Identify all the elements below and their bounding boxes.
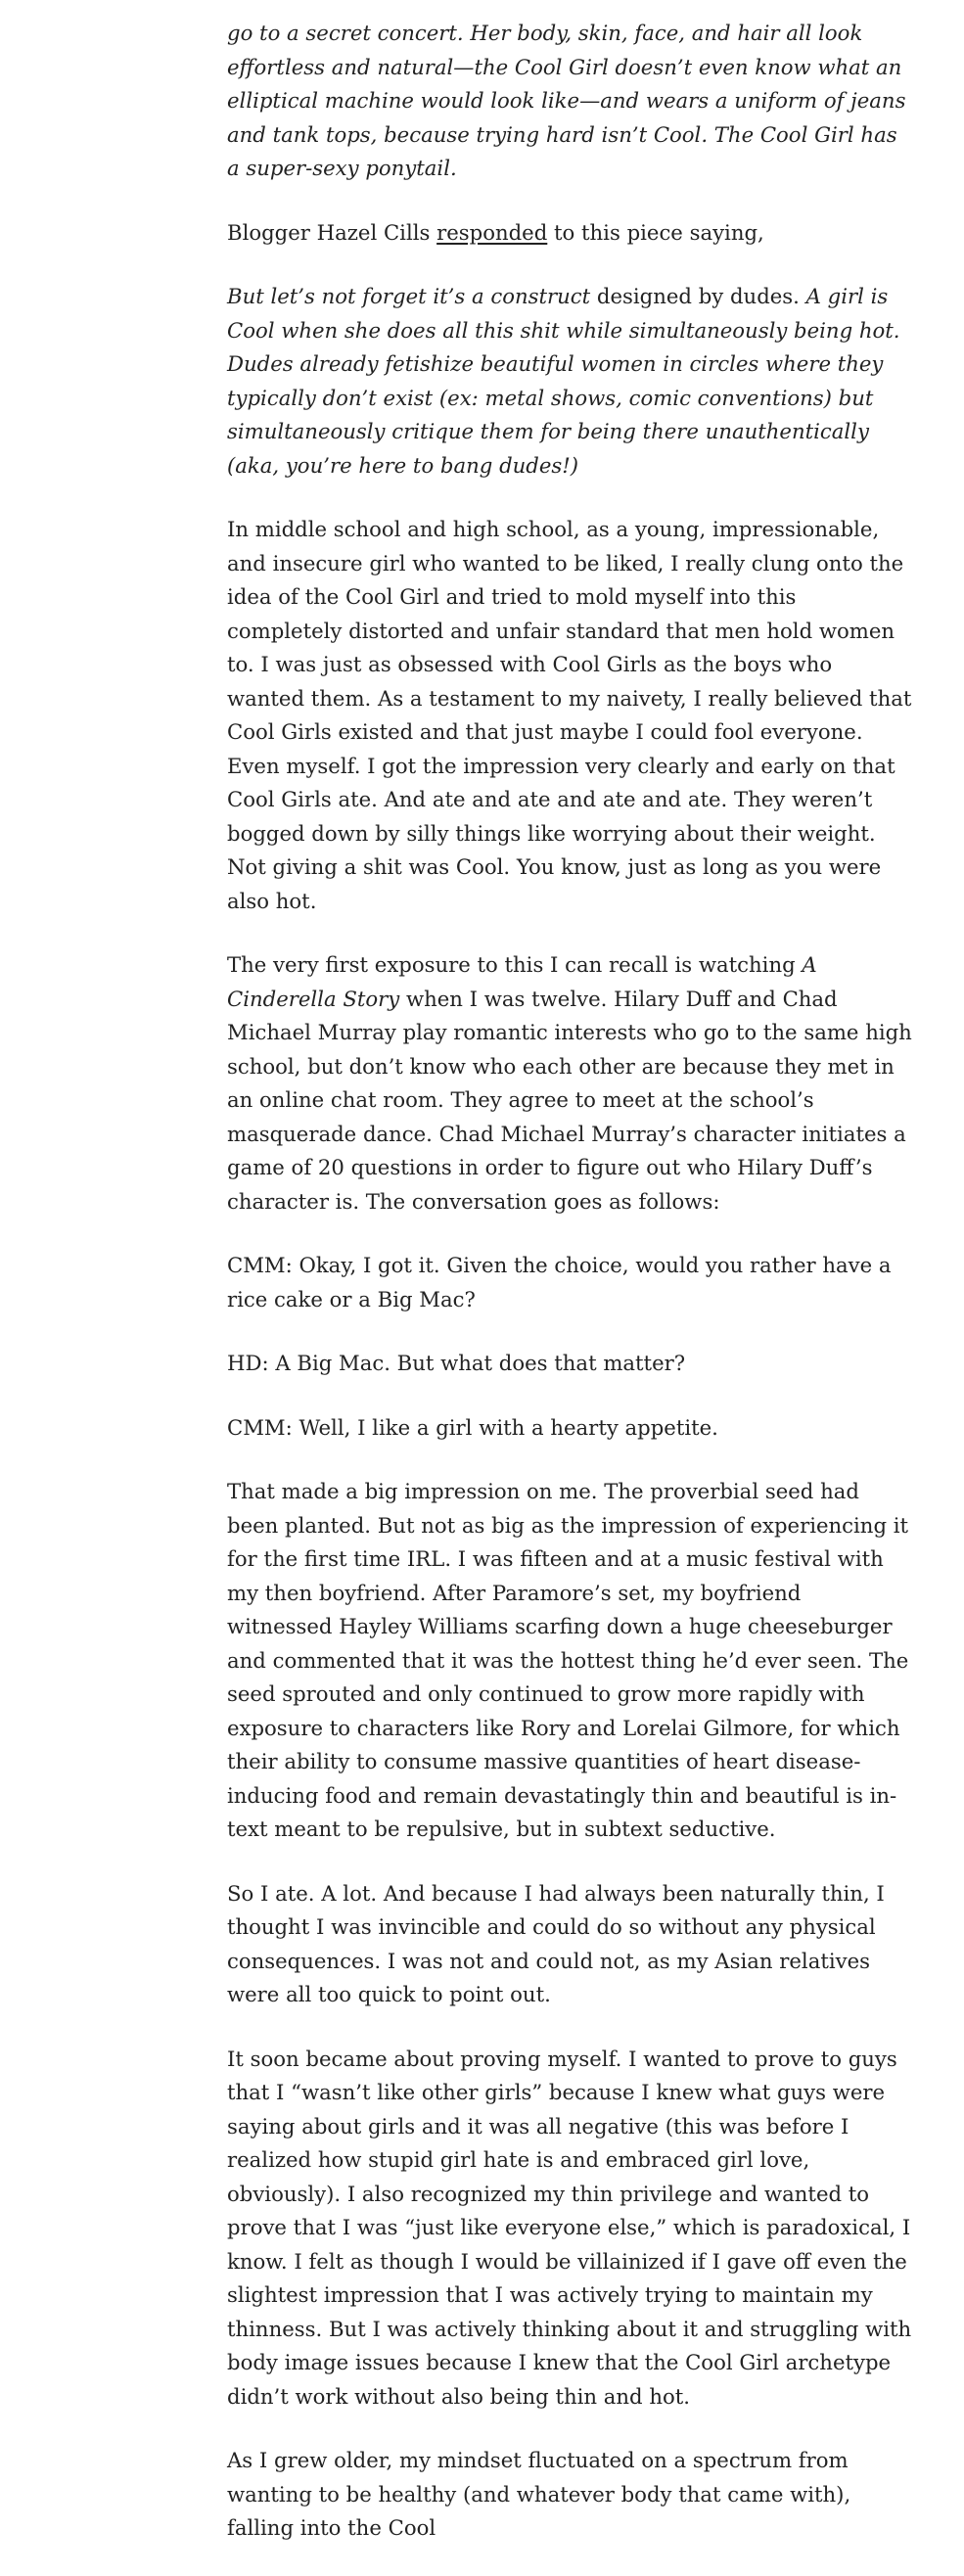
paragraph-text: The very first exposure to this I can recall is watching — [227, 952, 803, 977]
quote-text: go to a secret concert. Her body, skin, face, and hair all look effortless and natural—the Cool Girl doesn’t even know what an elliptical machine would look like—and wears a uniform of jeans and tank tops, because trying hard isn’t Cool. The Cool Girl has a super-sexy ponytail. — [227, 21, 906, 180]
dialogue-line-hd: HD: A Big Mac. But what does that matter? — [227, 1351, 686, 1375]
movie-title: A Cinderella Story — [227, 952, 817, 1011]
dialogue-line-cmm-1: CMM: Okay, I got it. Given the choice, would you rather have a rice cake or a Big Mac? — [227, 1253, 892, 1311]
paragraph-grew-older: As I grew older, my mindset fluctuated on a spectrum from wanting to be healthy (and whatever body that came with), falling into the Cool — [227, 2448, 851, 2540]
blockquote-hazel-cills — [227, 280, 912, 483]
paragraph-impression: That made a big impression on me. The proverbial seed had been planted. But not as big as the impression of experiencing it for the first time IRL. I was fifteen and at a music festival with my then boyfriend. After Paramore’s set, my boyfriend witnessed Hayley Williams scarfing down a huge cheeseburger and commented that it was the hottest thing he’d ever seen. The seed sprouted and only continued to grow more rapidly with exposure to characters like Rory and Lorelai Gilmore, for which their ability to consume massive quantities of heart disease-inducing food and remain devastatingly thin and beautiful is in-text meant to be repulsive, but in subtext seductive. — [227, 1479, 909, 1841]
quote-italic-text: A girl is Cool when she does all this shit while simultaneously being hot. Dudes already fetishize beautiful women in circles where they typically don’t exist (ex: metal shows, comic conventions) but simultaneously critique them for being there unauthentically (aka, you’re here to bang dudes!) — [227, 284, 900, 478]
quote-paragraph-continued — [227, 17, 912, 186]
dialogue-line-cmm-2: CMM: Well, I like a girl with a hearty appetite. — [227, 1414, 718, 1440]
paragraph-text: to this piece saying, — [547, 219, 764, 245]
paragraph-cinderella-story — [227, 948, 912, 1219]
quote-italic-text: But let’s not forget it’s a construct — [227, 284, 591, 308]
paragraph-proving-myself: It soon became about proving myself. I wanted to prove to guys that I “wasn’t like other girls” because I knew what guys were saying about girls and it was all negative (this was before I realized how stupid girl hate is and embraced girl love, obviously). I also recognized my thin privilege and wanted to prove that I was “just like everyone else,” which is paradoxical, I know. I felt as though I would be villainized if I gave off even the slightest impression that I was actively trying to maintain my thinness. But I was actively thinking about it and struggling with body image issues because I knew that the Cool Girl archetype didn’t work without also being thin and hot. — [227, 2046, 912, 2409]
article-body — [227, 0, 912, 2576]
paragraph-blogger-response — [227, 216, 912, 251]
quote-plain-text: designed by dudes. — [590, 284, 806, 308]
responded-link[interactable]: responded — [436, 219, 548, 245]
paragraph-text: Blogger Hazel Cills — [227, 219, 437, 245]
paragraph-middle-school: In middle school and high school, as a young, impressionable, and insecure girl who wanted to be liked, I really clung onto the idea of the Cool Girl and tried to mold myself into this completely distorted and unfair standard that men hold women to. I was just as obsessed with Cool Girls as the boys who wanted them. As a testament to my naivety, I really believed that Cool Girls existed and that just maybe I could fool everyone. Even myself. I got the impression very clearly and early on that Cool Girls ate. And ate and ate and ate and ate. They weren’t bogged down by silly things like worrying about their weight. Not giving a shit was Cool. You know, just as long as you were also hot. — [227, 517, 912, 913]
paragraph-text: when I was twelve. Hilary Duff and Chad Michael Murray play romantic interests who go to the same high school, but don’t know who each other are because they met in an online chat room. They agree to meet at the school’s masquerade dance. Chad Michael Murray’s character initiates a game of 20 questions in order to figure out who Hilary Duff’s character is. The conversation goes as follows: — [227, 986, 912, 1214]
paragraph-so-i-ate: So I ate. A lot. And because I had always been naturally thin, I thought I was invincible and could do so without any physical consequences. I was not and could not, as my Asian relatives were all too quick to point out. — [227, 1880, 885, 2006]
